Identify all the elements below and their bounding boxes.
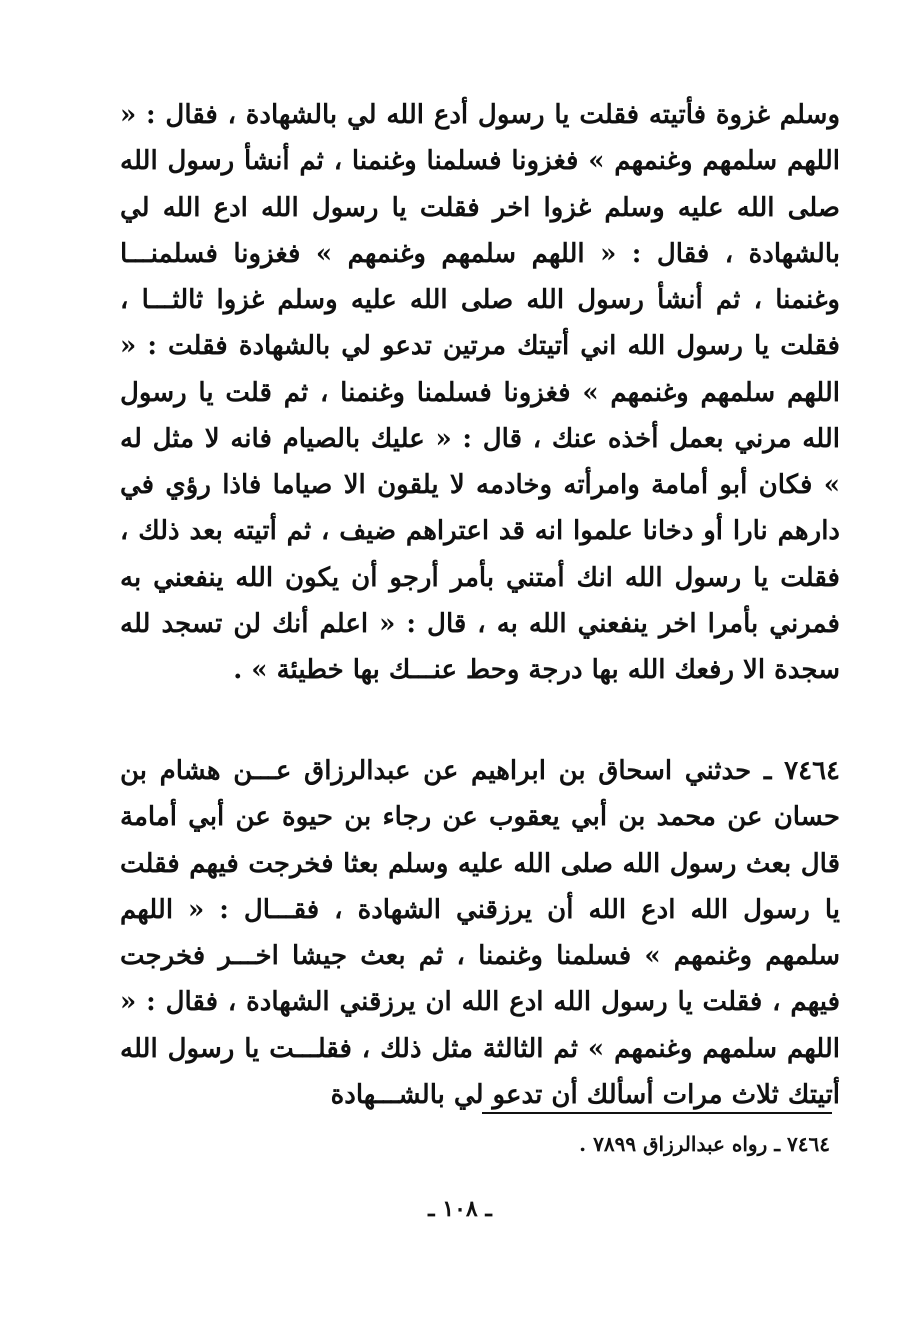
paragraph-continuation: وسلم غزوة فأتيته فقلت يا رسول أدع الله لي بالشهادة ، فقال : « اللهم سلمهم وغنمهم » فغزونا فسلمنا وغنمنا ، ثم أنشأ رسول الله صلى الله عليه وسلم غزوا اخر فقلت يا رسول الله ادع الله لي بالشهادة ، فقال : « اللهم سلمهم وغنمهم » فغزونا فسلمنـــا وغنمنا ، ثم أنشأ رسول الله صلى الله عليه وسلم غزوا ثالثـــا ، فقلت يا رسول الله اني أتيتك مرتين تدعو لي بالشهادة فقلت : « اللهم سلمهم وغنمهم » فغزونا فسلمنا وغنمنا ، ثم قلت يا رسول الله مرني بعمل أخذه عنك ، قال : « عليك بالصيام فانه لا مثل له » فكان أبو أمامة وامرأته وخادمه لا يلقون الا صياما فاذا رؤي في دارهم نارا أو دخانا علموا انه قد اعتراهم ضيف ، ثم أتيته بعد ذلك ، فقلت يا رسول الله انك أمتني بأمر أرجو أن يكون الله ينفعني به فمرني بأمرا اخر ينفعني الله به ، قال : « اعلم أنك لن تسجد لله سجدة الا رفعك الله بها درجة وحط عنـــك بها خطيئة » . bbox=[120, 100, 840, 686]
footnote: ٧٤٦٤ ـ رواه عبدالرزاق ٧٨٩٩ . bbox=[579, 1132, 830, 1156]
paragraph-hadith-7464: ٧٤٦٤ ـ حدثني اسحاق بن ابراهيم عن عبدالرزاق عـــن هشام بن حسان عن محمد بن أبي يعقوب عن رجاء بن حيوة عن أبي أمامة قال بعث رسول الله صلى الله عليه وسلم بعثا فخرجت فيهم فقلت يا رسول الله ادع الله أن يرزقني الشهادة ، فقـــال : « اللهم سلمهم وغنمهم » فسلمنا وغنمنا ، ثم بعث جيشا اخـــر فخرجت فيهم ، فقلت يا رسول الله ادع الله ان يرزقني الشهادة ، فقال : « اللهم سلمهم وغنمهم » ثم الثالثة مثل ذلك ، فقلـــت يا رسول الله أتيتك ثلاث مرات أسألك أن تدعو لي بالشـــهادة bbox=[120, 756, 840, 1110]
page-number: ـ ١٠٨ ـ bbox=[428, 1196, 492, 1222]
footnote-divider bbox=[482, 1112, 832, 1114]
